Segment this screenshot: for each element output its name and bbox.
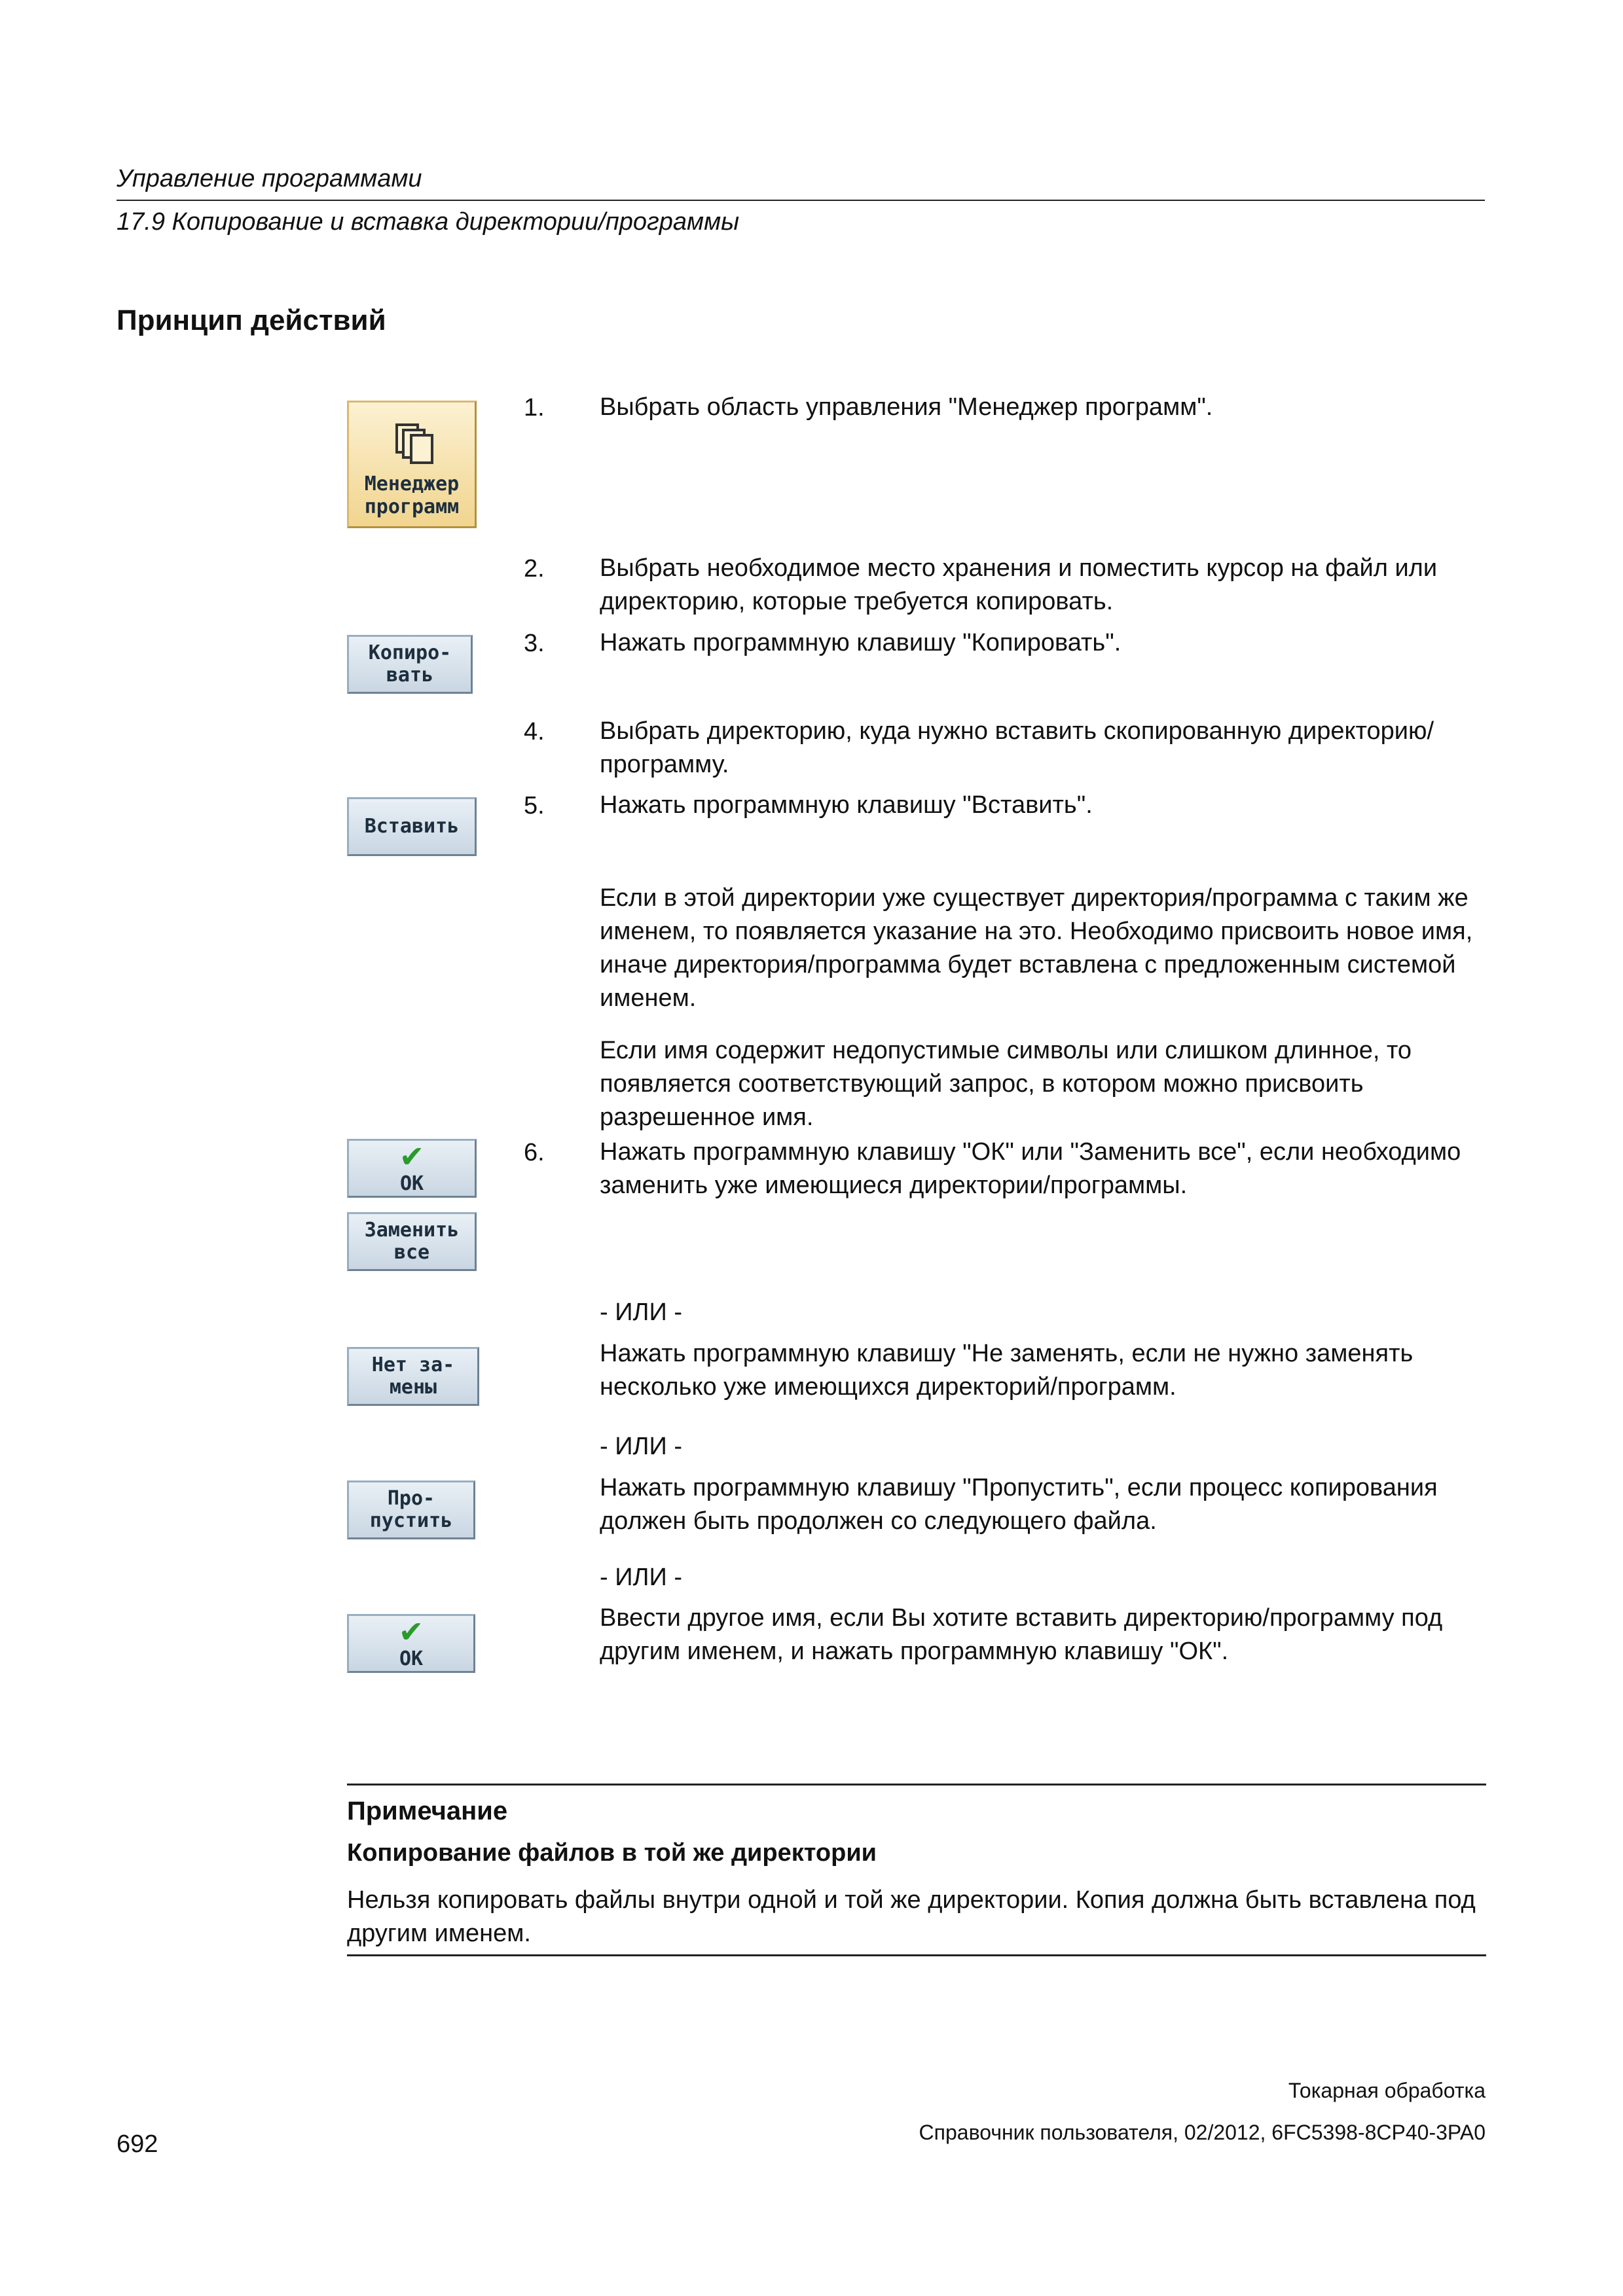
step-text: Выбрать директорию, куда нужно вставить скопированную директорию/программу. [600,717,1434,778]
note-body: Нельзя копировать файлы внутри одной и той же директории. Копия должна быть вставлена под другим именем. [347,1886,1476,1947]
note-title: Примечание [347,1797,508,1825]
or-separator: - ИЛИ - [600,1299,682,1326]
replace-all-softkey [347,1212,477,1271]
step-text: Выбрать необходимое место хранения и поместить курсор на файл или директорию, которые требуется копировать. [600,554,1438,615]
alternative-no-replace: Нажать программную клавишу "Не заменять, если не нужно заменять несколько уже имеющихся директорий/программ. [600,1340,1413,1401]
step-text: Нажать программную клавишу "Копировать". [600,629,1122,656]
paragraph-invalid-name: Если имя содержит недопустимые символы или слишком длинное, то появляется соответствующий запрос, в котором можно присвоить разрешенное имя. [600,1037,1412,1131]
step-number: 6. [524,1139,545,1166]
paragraph-existing-name: Если в этой директории уже существует директория/программа с таким же именем, то появляется указание на это. Необходимо присвоить новое имя, иначе директория/программа будет вставлена с предложенным системой именем. [600,884,1473,1012]
ok-softkey-2-label: ОК [399,1647,424,1670]
step-number: 1. [524,394,545,422]
skip-softkey-label: Про- пустить [369,1486,453,1532]
header-chapter: Управление программами [117,165,422,192]
alternative-rename: Ввести другое имя, если Вы хотите вставить директорию/программу под другим именем, и нажать программную клавишу "ОК". [600,1604,1443,1665]
header-rule [117,200,1485,201]
footer-manual: Справочник пользователя, 02/2012, 6FC5398-8CP40-3PA0 [919,2121,1486,2144]
checkmark-icon: ✔ [399,1138,425,1174]
stacked-pages-icon [389,420,435,465]
note-rule-bottom [347,1954,1486,1956]
step-text: Нажать программную клавишу "ОК" или "Заменить все", если необходимо заменить уже имеющиеся директории/программы. [600,1138,1461,1199]
section-title: Принцип действий [117,304,386,336]
no-replace-softkey [347,1347,479,1406]
skip-softkey [347,1480,475,1539]
step-text: Выбрать область управления "Менеджер программ". [600,393,1213,421]
ok-softkey-label: ОК [399,1172,424,1195]
program-manager-softkey-label: Менеджер программ [364,473,460,518]
program-manager-softkey [347,401,477,528]
note-rule-top [347,1784,1486,1785]
page-number: 692 [117,2130,158,2158]
or-separator: - ИЛИ - [600,1433,682,1460]
no-replace-softkey-label: Нет за- мены [371,1353,455,1399]
step-text: Нажать программную клавишу "Вставить". [600,791,1093,819]
step-number: 5. [524,792,545,819]
replace-all-softkey-label: Заменить все [364,1218,460,1264]
ok-softkey-2 [347,1614,475,1673]
or-separator: - ИЛИ - [600,1564,682,1591]
step-number: 2. [524,555,545,583]
paste-softkey-label: Вставить [364,814,460,838]
ok-softkey [347,1139,477,1198]
copy-softkey [347,635,473,694]
note-subtitle: Копирование файлов в той же директории [347,1839,877,1867]
paste-softkey [347,797,477,856]
step-number: 3. [524,630,545,657]
footer-product: Токарная обработка [1288,2079,1486,2102]
checkmark-icon: ✔ [398,1613,424,1649]
step-number: 4. [524,718,545,745]
copy-softkey-label: Копиро- вать [368,641,452,687]
header-section: 17.9 Копирование и вставка директории/программы [117,208,740,236]
alternative-skip: Нажать программную клавишу "Пропустить", если процесс копирования должен быть продолжен со следующего файла. [600,1474,1438,1535]
